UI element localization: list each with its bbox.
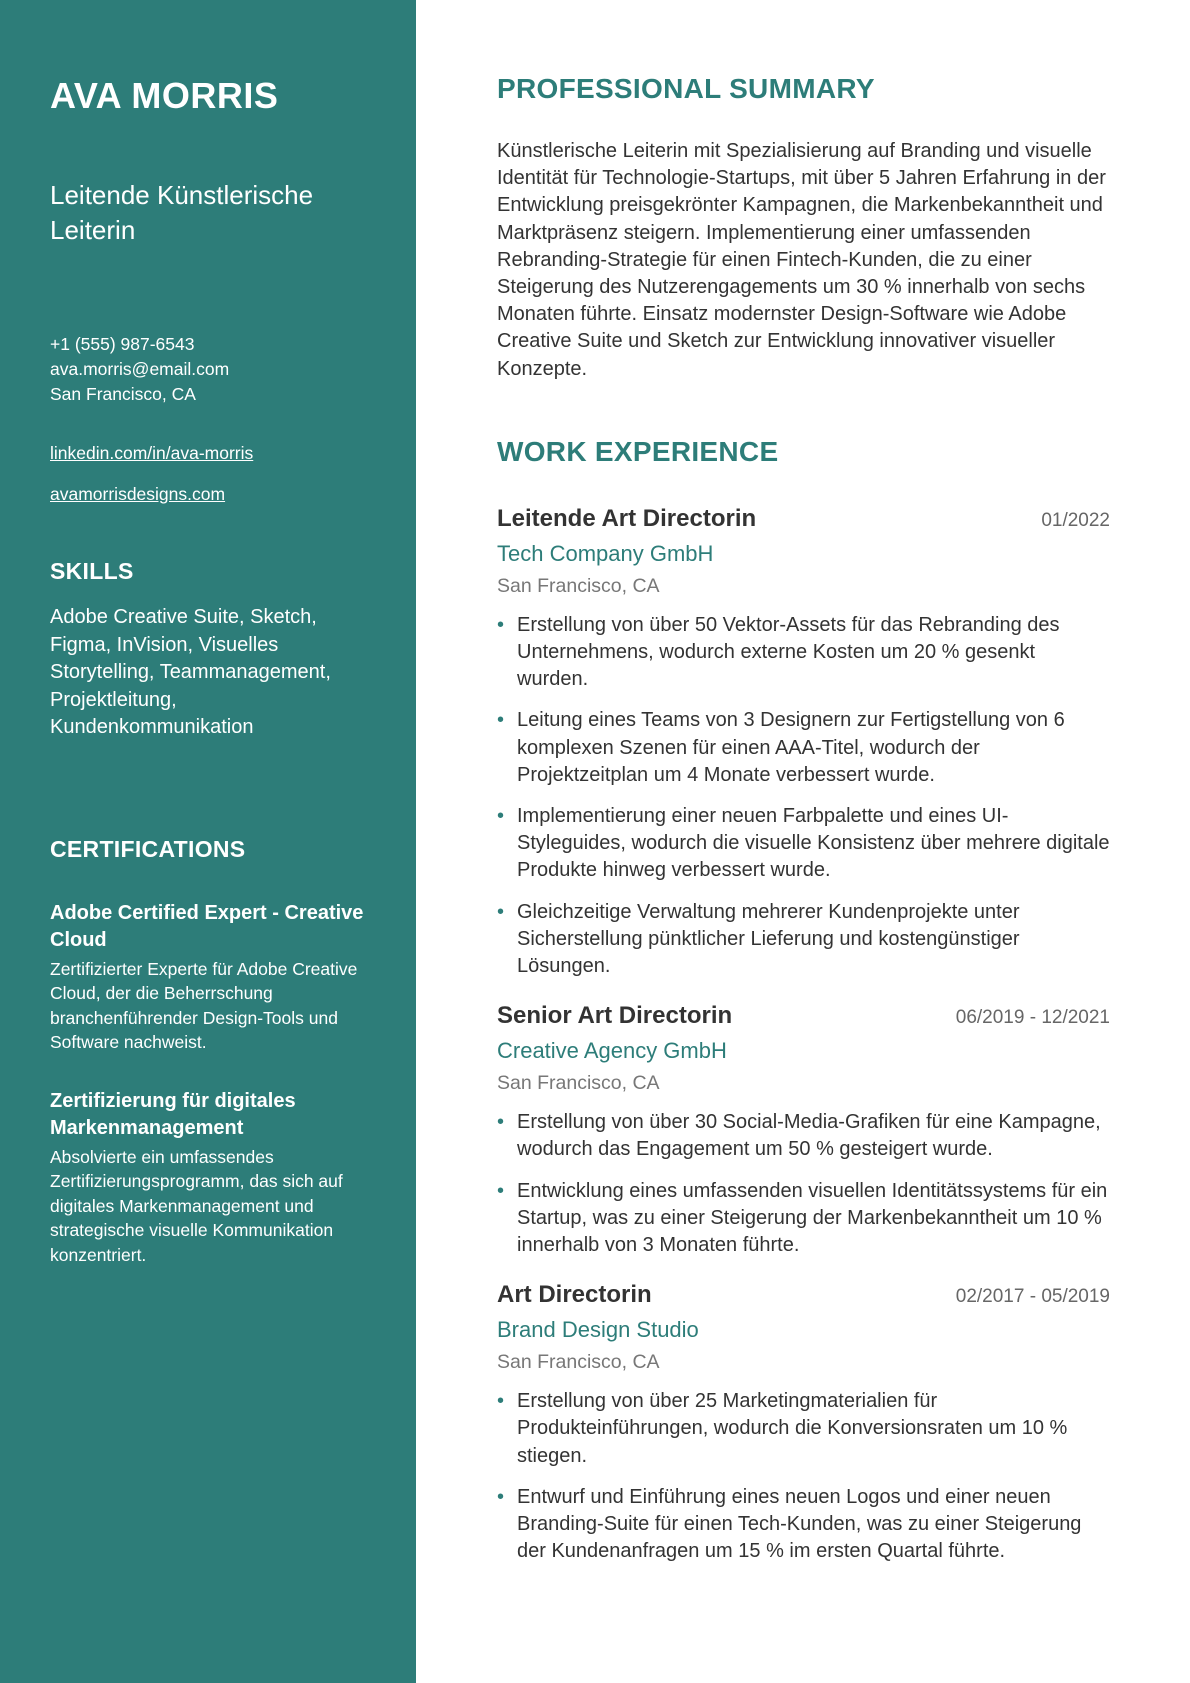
job-bullets bbox=[497, 1109, 1110, 1259]
bullet-icon: • bbox=[497, 613, 505, 636]
bullet-text: Implementierung einer neuen Farbpalette und eines UI-Styleguides, wodurch die visuelle Konsistenz über mehrere digitale Produkte hinweg verbessert wurde. bbox=[517, 805, 1110, 882]
job-entry bbox=[497, 1279, 1110, 1565]
candidate-title: Leitende Künstlerische Leiterin bbox=[50, 180, 314, 245]
certification-description: Absolvierte ein umfassendes Zertifizierungsprogramm, das sich auf digitales Markenmanagement und strategische visuelle Kommunikation konzentriert. bbox=[50, 1146, 343, 1265]
job-dates: 01/2022 bbox=[1041, 509, 1110, 531]
job-bullet bbox=[497, 612, 1110, 694]
job-company: Brand Design Studio bbox=[497, 1317, 699, 1343]
job-role: Art Directorin bbox=[497, 1281, 652, 1309]
job-header bbox=[497, 1000, 1110, 1032]
linkedin-link[interactable]: linkedin.com/in/ava-morris bbox=[50, 443, 254, 463]
bullet-icon: • bbox=[497, 1485, 505, 1508]
bullet-icon: • bbox=[497, 805, 505, 828]
job-location: San Francisco, CA bbox=[497, 574, 660, 597]
certifications-heading: CERTIFICATIONS bbox=[50, 835, 246, 862]
bullet-text: Gleichzeitige Verwaltung mehrerer Kundenprojekte unter Sicherstellung pünktlicher Lieferung und kostengünstiger Lösungen. bbox=[517, 900, 1020, 978]
bullet-icon: • bbox=[497, 709, 505, 732]
job-bullet bbox=[497, 803, 1110, 885]
certifications-list bbox=[50, 900, 386, 1268]
job-bullets bbox=[497, 1388, 1110, 1565]
website-link[interactable]: avamorrisdesigns.com bbox=[50, 484, 226, 504]
bullet-text: Erstellung von über 25 Marketingmaterialien für Produkteinführungen, wodurch die Konversionsraten um 10 % stiegen. bbox=[517, 1390, 1068, 1467]
bullet-text: Erstellung von über 30 Social-Media-Grafiken für eine Kampagne, wodurch das Engagement um 50 % gesteigert wurde. bbox=[517, 1111, 1101, 1161]
bullet-icon: • bbox=[497, 1111, 505, 1134]
job-location: San Francisco, CA bbox=[497, 1351, 660, 1374]
bullet-icon: • bbox=[497, 1390, 505, 1413]
job-bullet bbox=[497, 1388, 1110, 1470]
skills-heading: SKILLS bbox=[50, 558, 134, 584]
skills-list: Adobe Creative Suite, Sketch, Figma, InVision, Visuelles Storytelling, Teammanagement, Projektleitung, Kundenkommunikation bbox=[50, 606, 331, 738]
bullet-text: Entwicklung eines umfassenden visuellen Identitätssystems für ein Startup, was zu einer Steigerung der Markenbekanntheit um 10 % innerhalb von 3 Monaten führte. bbox=[517, 1179, 1108, 1257]
job-dates: 02/2017 - 05/2019 bbox=[955, 1286, 1110, 1308]
job-bullets bbox=[497, 612, 1110, 980]
main-content bbox=[416, 0, 1190, 1683]
job-location: San Francisco, CA bbox=[497, 1072, 660, 1095]
bullet-text: Leitung eines Teams von 3 Designern zur Fertigstellung von 6 komplexen Szenen für einen AAA-Titel, wodurch der Projektzeitplan um 4 Monate verbessert wurde. bbox=[517, 709, 1065, 786]
job-header bbox=[497, 1279, 1110, 1311]
certification-description: Zertifizierter Experte für Adobe Creative Cloud, der die Beherrschung branchenführender Design-Tools und Software nachweist. bbox=[50, 958, 358, 1052]
job-header bbox=[497, 503, 1110, 535]
certification-title: Zertifizierung für digitales Markenmanagement bbox=[50, 1089, 296, 1139]
bullet-text: Erstellung von über 50 Vektor-Assets für das Rebranding des Unternehmens, wodurch externe Kosten um 20 % gesenkt wurden. bbox=[517, 613, 1060, 691]
job-bullet bbox=[497, 707, 1110, 789]
summary-text: Künstlerische Leiterin mit Spezialisierung auf Branding und visuelle Identität für Technologie-Startups, mit über 5 Jahren Erfahrung in der Entwicklung preisgekrönter Kampagnen, die Markenbekanntheit und Marktpräsenz steigern. Implementierung einer umfassenden Rebranding-Strategie für einen Fintech-Kunden, die zu einer Steigerung des Nutzerengagements um 30 % innerhalb von sechs Monaten führte. Einsatz modernster Design-Software wie Adobe Creative Suite und Sketch zur Entwicklung innovativer visueller Konzepte. bbox=[497, 140, 1106, 380]
job-entry bbox=[497, 1000, 1110, 1259]
job-bullet bbox=[497, 1178, 1110, 1260]
bullet-icon: • bbox=[497, 1179, 505, 1202]
bullet-text: Entwurf und Einführung eines neuen Logos und einer neuen Branding-Suite für einen Tech-Kunden, was zu einer Steigerung der Kundenanfragen um 15 % im ersten Quartal führte. bbox=[517, 1485, 1082, 1563]
email-address: ava.morris@email.com bbox=[50, 359, 230, 379]
job-bullet bbox=[497, 1484, 1110, 1566]
job-role: Senior Art Directorin bbox=[497, 1002, 733, 1030]
certification-item bbox=[50, 1088, 386, 1268]
certification-item bbox=[50, 900, 386, 1055]
links-block bbox=[50, 441, 386, 507]
job-company: Tech Company GmbH bbox=[497, 540, 714, 566]
job-bullet bbox=[497, 1109, 1110, 1163]
contact-block bbox=[50, 332, 386, 407]
phone-number: +1 (555) 987-6543 bbox=[50, 334, 195, 354]
contact-location: San Francisco, CA bbox=[50, 384, 196, 404]
certification-title: Adobe Certified Expert - Creative Cloud bbox=[50, 901, 364, 951]
job-entry bbox=[497, 503, 1110, 980]
job-company: Creative Agency GmbH bbox=[497, 1038, 727, 1064]
job-bullet bbox=[497, 899, 1110, 981]
job-role: Leitende Art Directorin bbox=[497, 504, 757, 532]
candidate-name: AVA MORRIS bbox=[50, 75, 279, 116]
summary-heading: PROFESSIONAL SUMMARY bbox=[497, 73, 875, 104]
bullet-icon: • bbox=[497, 900, 505, 923]
sidebar bbox=[0, 0, 416, 1683]
job-dates: 06/2019 - 12/2021 bbox=[955, 1007, 1110, 1029]
work-experience-heading: WORK EXPERIENCE bbox=[497, 435, 779, 467]
